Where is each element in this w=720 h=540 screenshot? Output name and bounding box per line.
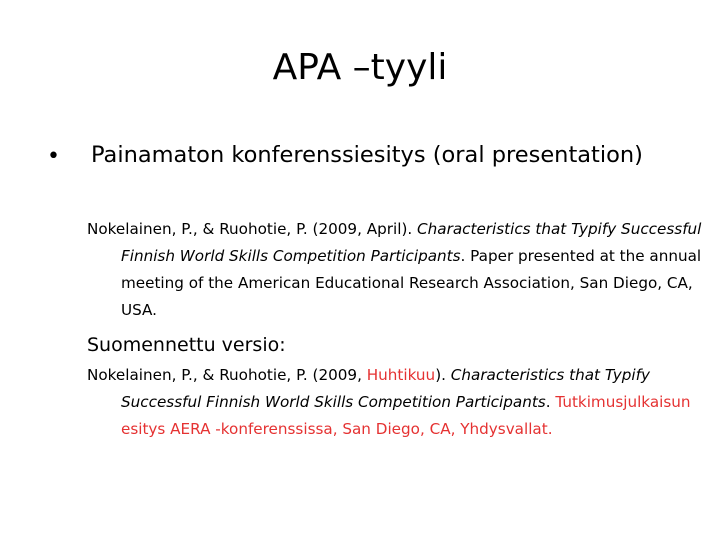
translated-venue: Tutkimusjulkaisun esitys AERA -konferenssissa, San Diego, CA, Yhdysvallat: [121, 393, 691, 438]
translated-end: .: [547, 420, 553, 438]
bullet-marker: •: [47, 144, 60, 169]
reference-title: Characteristics that Typify Successful Finnish World Skills Competition Participants: [121, 220, 702, 265]
translated-title: Characteristics that Typify Successful Finnish World Skills Competition Participants: [121, 366, 650, 411]
bullet-text: Painamaton konferenssiesitys (oral presentation): [91, 142, 643, 168]
translated-title-period: .: [545, 393, 556, 411]
translated-month: Huhtikuu: [366, 366, 436, 384]
translated-authors-year: Nokelainen, P., & Ruohotie, P. (2009,: [87, 366, 367, 384]
translated-version-heading: Suomennettu versio:: [87, 334, 286, 356]
reference-translated: [87, 362, 701, 443]
reference-venue: . Paper presented at the annual meeting of the American Educational Research Association, San Diego, CA, USA.: [121, 247, 702, 319]
slide-title: APA –tyyli: [272, 47, 448, 88]
translated-close-paren: ).: [435, 366, 451, 384]
reference-authors-date: Nokelainen, P., & Ruohotie, P. (2009, April).: [87, 220, 418, 238]
reference-original: [87, 216, 720, 324]
